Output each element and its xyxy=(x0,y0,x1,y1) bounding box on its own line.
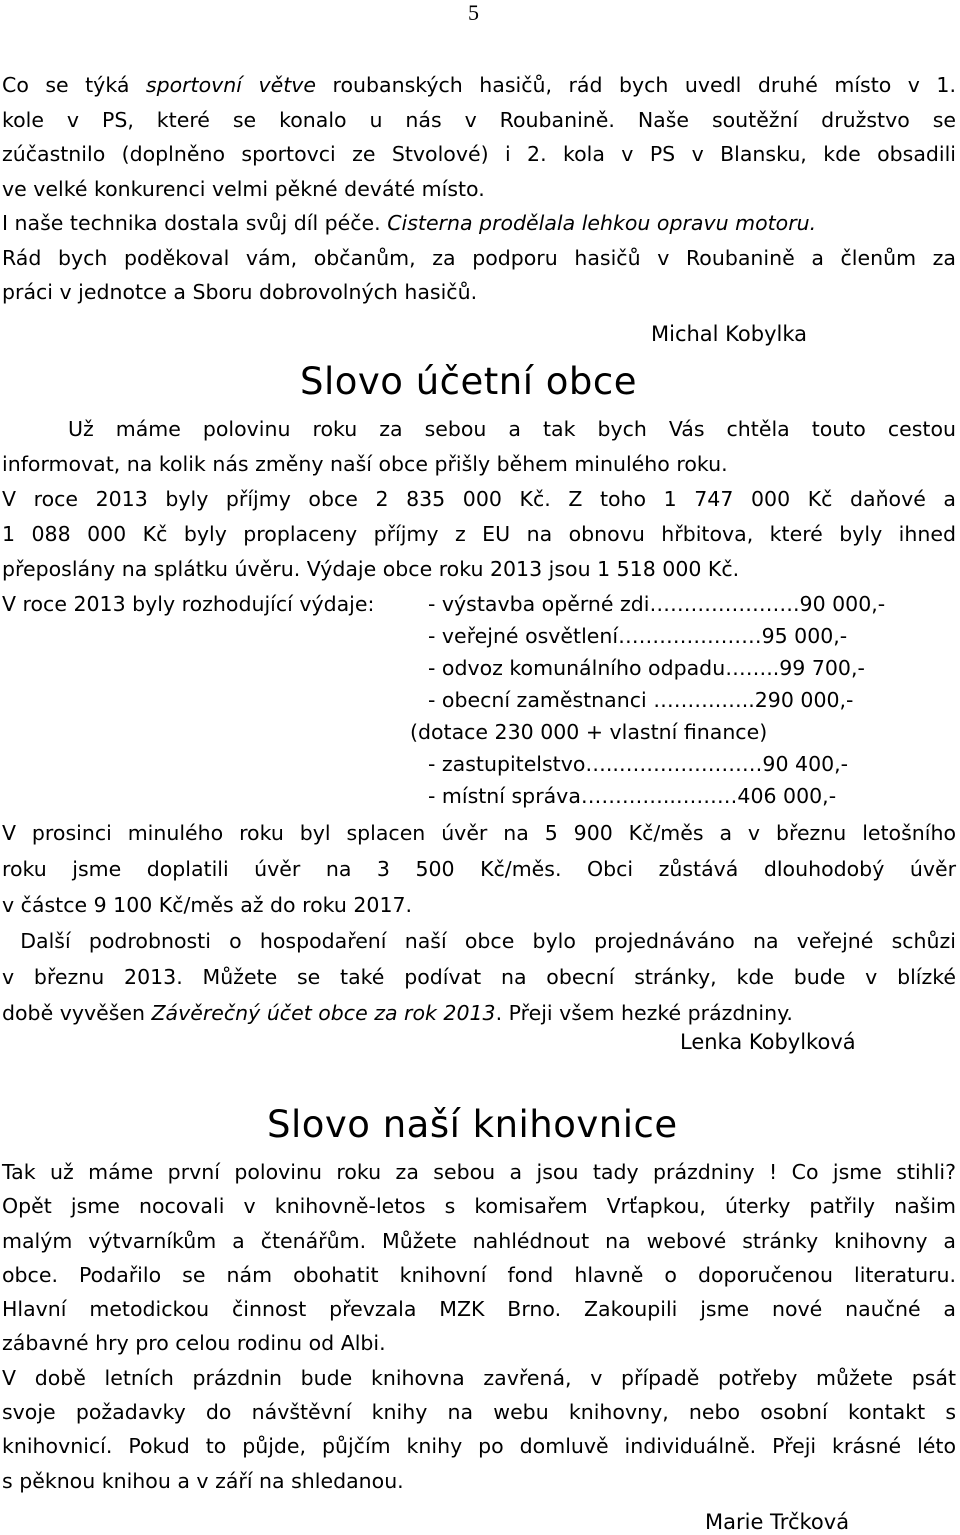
text-line: svoje požadavky do návštěvní knihy na webu knihovny, nebo osobní kontakt s xyxy=(2,1400,956,1425)
text-line: roku jsme doplatili úvěr na 3 500 Kč/měs. Obci zůstává dlouhodobý úvěr xyxy=(2,857,956,881)
text-line: práci v jednotce a Sboru dobrovolných hasičů. xyxy=(2,280,478,304)
text-line: V době letních prázdnin bude knihovna zavřená, v případě potřeby můžete psát xyxy=(2,1365,956,1390)
page-number: 5 xyxy=(468,0,479,25)
signature-marie-trckova: Marie Trčková xyxy=(705,1510,850,1534)
emphasis-text: Cisterna prodělala lehkou opravu motoru. xyxy=(387,211,817,235)
emphasis-text: sportovní větve xyxy=(145,73,316,97)
library-paragraph xyxy=(2,1155,956,1498)
text-line: Co se týká sportovní větve roubanských hasičů, rád bych uvedl druhé místo v 1. xyxy=(2,73,956,97)
text-line: v částce 9 100 Kč/měs až do roku 2017. xyxy=(2,893,413,917)
text-line: malým výtvarníkům a čtenářům. Můžete nahlédnout na webové stránky knihovny a xyxy=(2,1228,956,1253)
text-line: ve velké konkurenci velmi pěkné deváté místo. xyxy=(2,176,485,201)
text-line: Hlavní metodickou činnost převzala MZK Brno. Zakoupili jsme nové naučné a xyxy=(2,1297,956,1322)
text-line: V roce 2013 byly příjmy obce 2 835 000 Kč. Z toho 1 747 000 Kč daňové a xyxy=(2,487,956,511)
accountant-paragraph-1 xyxy=(2,412,956,587)
text-line: obce. Podařilo se nám obohatit knihovní fond hlavně o doporučenou literaturu. xyxy=(2,1262,956,1287)
expense-item: - zastupitelstvo…..…………………90 400,- xyxy=(428,752,849,776)
emphasis-text: Závěrečný účet obce za rok 2013 xyxy=(151,1001,496,1025)
text-line: s pěknou knihou a v září na shledanou. xyxy=(2,1468,404,1493)
signature-michal-kobylka: Michal Kobylka xyxy=(651,322,808,346)
text-line: 1 088 000 Kč byly proplaceny příjmy z EU na obnovu hřbitova, které byly ihned xyxy=(2,522,956,546)
expense-note: (dotace 230 000 + vlastní finance) xyxy=(410,720,768,744)
signature-lenka-kobylkova: Lenka Kobylková xyxy=(680,1030,856,1054)
expense-item: - obecní zaměstnanci ……….…..290 000,- xyxy=(428,688,854,712)
expense-item: - místní správa…………..………406 000,- xyxy=(428,784,837,808)
text-line: zúčastnilo (doplněno sportovci ze Stvolové) i 2. kola v PS v Blansku, kde obsadili xyxy=(2,142,956,166)
firefighters-paragraph xyxy=(2,68,956,310)
expense-item: - odvoz komunálního odpadu……..99 700,- xyxy=(428,656,865,680)
text-line: době vyvěšen Závěrečný účet obce za rok 2013. Přeji všem hezké prázdniny. xyxy=(2,1001,793,1025)
section-heading-accountant: Slovo účetní obce xyxy=(300,360,637,403)
text-line: Opět jsme nocovali v knihovně-letos s komisařem Vrťapkou, úterky patřily našim xyxy=(2,1194,956,1219)
expenses-intro: V roce 2013 byly rozhodující výdaje: xyxy=(2,592,375,616)
text-line: zábavné hry pro celou rodinu od Albi. xyxy=(2,1331,386,1356)
text-line: Rád bych poděkoval vám, občanům, za podporu hasičů v Roubanině a členům za xyxy=(2,245,956,270)
accountant-paragraph-2 xyxy=(2,815,956,1031)
text-line: informovat, na kolik nás změny naší obce přišly během minulého roku. xyxy=(2,452,728,476)
text-line: Další podrobnosti o hospodaření naší obce bylo projednáváno na veřejné schůzi xyxy=(2,929,956,953)
text-line: I naše technika dostala svůj díl péče. Cisterna prodělala lehkou opravu motoru. xyxy=(2,211,817,235)
expense-item: - veřejné osvětlení…………………95 000,- xyxy=(428,624,848,648)
expense-item: - výstavba opěrné zdi………………….90 000,- xyxy=(428,592,886,616)
text-line: kole v PS, které se konalo u nás v Roubanině. Naše soutěžní družstvo se xyxy=(2,107,956,132)
text-line: Tak už máme první polovinu roku za sebou a jsou tady prázdniny ! Co jsme stihli? xyxy=(2,1160,956,1184)
text-line: knihovnicí. Pokud to půjde, půjčím knihy po domluvě individuálně. Přeji krásné léto xyxy=(2,1434,956,1459)
text-line: v březnu 2013. Můžete se také podívat na obecní stránky, kde bude v blízké xyxy=(2,965,956,989)
section-heading-library: Slovo naší knihovnice xyxy=(267,1103,678,1146)
text-line: V prosinci minulého roku byl splacen úvěr na 5 900 Kč/měs a v březnu letošního xyxy=(2,821,956,845)
text-line: přeposlány na splátku úvěru. Výdaje obce roku 2013 jsou 1 518 000 Kč. xyxy=(2,557,740,581)
text-line: Už máme polovinu roku za sebou a tak bych Vás chtěla touto cestou xyxy=(2,417,956,441)
